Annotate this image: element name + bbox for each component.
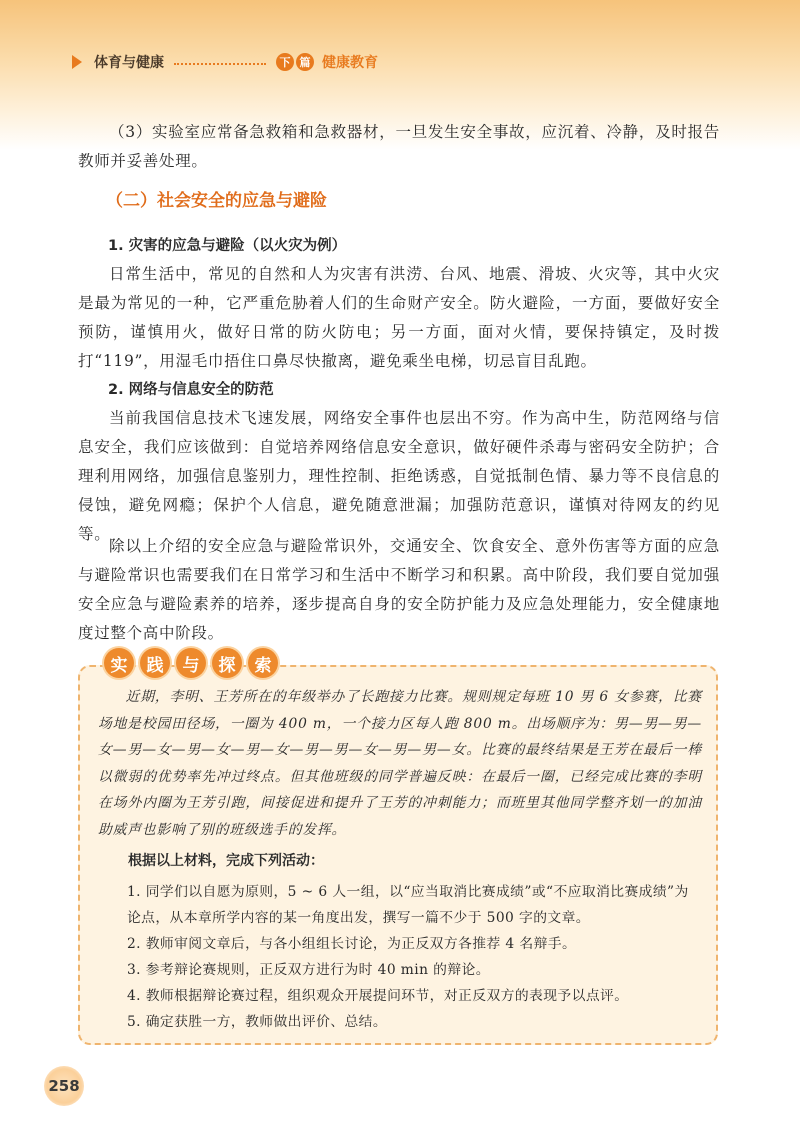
subsection-2-title: 2. 网络与信息安全的防范 [108, 382, 274, 398]
practice-title-char: 探 [212, 648, 242, 678]
practice-title-char: 与 [176, 648, 206, 678]
subsection-1-text: 日常生活中，常见的自然和人为灾害有洪涝、台风、地震、滑坡、火灾等，其中火灾是最为常见的一种，它严重危胁着人们的生命财产安全。防火避险，一方面，要做好安全预防，谨慎用火，做好日常的防火防电；另一方面，面对火情，要保持镇定，及时拨打“119”，用湿毛巾捂住口鼻尽快撤离，避免乘坐电梯，切忌盲目乱跑。 [78, 265, 720, 370]
activity-text: 3. 参考辩论赛规则，正反双方进行为时 40 min 的辩论。 [126, 962, 490, 978]
activity-item [98, 957, 702, 983]
subsection-1-title: 1. 灾害的应急与避险（以火灾为例） [108, 238, 347, 254]
activity-item [98, 879, 702, 931]
activities-title: 根据以上材料，完成下列活动： [128, 853, 324, 869]
activity-text: 5. 确定获胜一方，教师做出评价、总结。 [126, 1014, 388, 1030]
part-badge-1: 下 [276, 53, 294, 71]
activity-text: 4. 教师根据辩论赛过程，组织观众开展提问环节，对正反双方的表现予以点评。 [126, 988, 629, 1004]
subsection-2-text: 当前我国信息技术飞速发展，网络安全事件也层出不穷。作为高中生，防范网络与信息安全，我们应该做到：自觉培养网络信息安全意识，做好硬件杀毒与密码安全防护；合理利用网络，加强信息鉴别力，理性控制、拒绝诱惑，自觉抵制色情、暴力等不良信息的侵蚀，避免网瘾；保护个人信息，避免随意泄漏；加强防范意识，谨慎对待网友的约见等。 [78, 409, 720, 543]
part-badge-2: 篇 [296, 53, 314, 71]
intro-item: （3）实验室应常备急救箱和急救器材，一旦发生安全事故，应沉着、冷静，及时报告教师并妥善处理。 [78, 123, 720, 170]
page-number: 258 [44, 1066, 84, 1106]
practice-title-char: 索 [248, 648, 278, 678]
activity-item [98, 931, 702, 957]
triangle-marker-icon [72, 55, 82, 69]
section-heading: （二）社会安全的应急与避险 [106, 191, 327, 211]
book-title: 体育与健康 [94, 55, 164, 71]
dotted-leader [174, 63, 266, 65]
running-header [72, 50, 378, 74]
activity-item [98, 1009, 702, 1035]
practice-title [104, 648, 278, 678]
activity-item [98, 983, 702, 1009]
practice-title-char: 实 [104, 648, 134, 678]
activity-text: 2. 教师审阅文章后，与各小组组长讨论，为正反双方各推荐 4 名辩手。 [126, 936, 577, 952]
practice-title-char: 践 [140, 648, 170, 678]
section-title: 健康教育 [322, 55, 378, 71]
activity-text: 1. 同学们以自愿为原则，5 ~ 6 人一组，以“应当取消比赛成绩”或“不应取消比赛成绩”为论点，从本章所学内容的某一角度出发，撰写一篇不少于 500 字的文章。 [126, 884, 689, 926]
summary-paragraph: 除以上介绍的安全应急与避险常识外，交通安全、饮食安全、意外伤害等方面的应急与避险常识也需要我们在日常学习和生活中不断学习和积累。高中阶段，我们要自觉加强安全应急与避险素养的培养，逐步提高自身的安全防护能力及应急处理能力，安全健康地度过整个高中阶段。 [78, 537, 720, 642]
practice-story: 近期，李明、王芳所在的年级举办了长跑接力比赛。规则规定每班 10 男 6 女参赛，比赛场地是校园田径场，一圈为 400 m，一个接力区每人跑 800 m。出场顺序为：男—男—男—女—男—女—男—女—男—女—男—男—女—男—男—女。比赛的最终结果是王芳在最后一棒以微弱的优势率先冲过终点。但其他班级的同学普遍反映：在最后一圈，已经完成比赛的李明在场外内圈为王芳引跑，间接促进和提升了王芳的冲刺能力；而班里其他同学整齐划一的加油助威声也影响了别的班级选手的发挥。 [98, 689, 702, 838]
